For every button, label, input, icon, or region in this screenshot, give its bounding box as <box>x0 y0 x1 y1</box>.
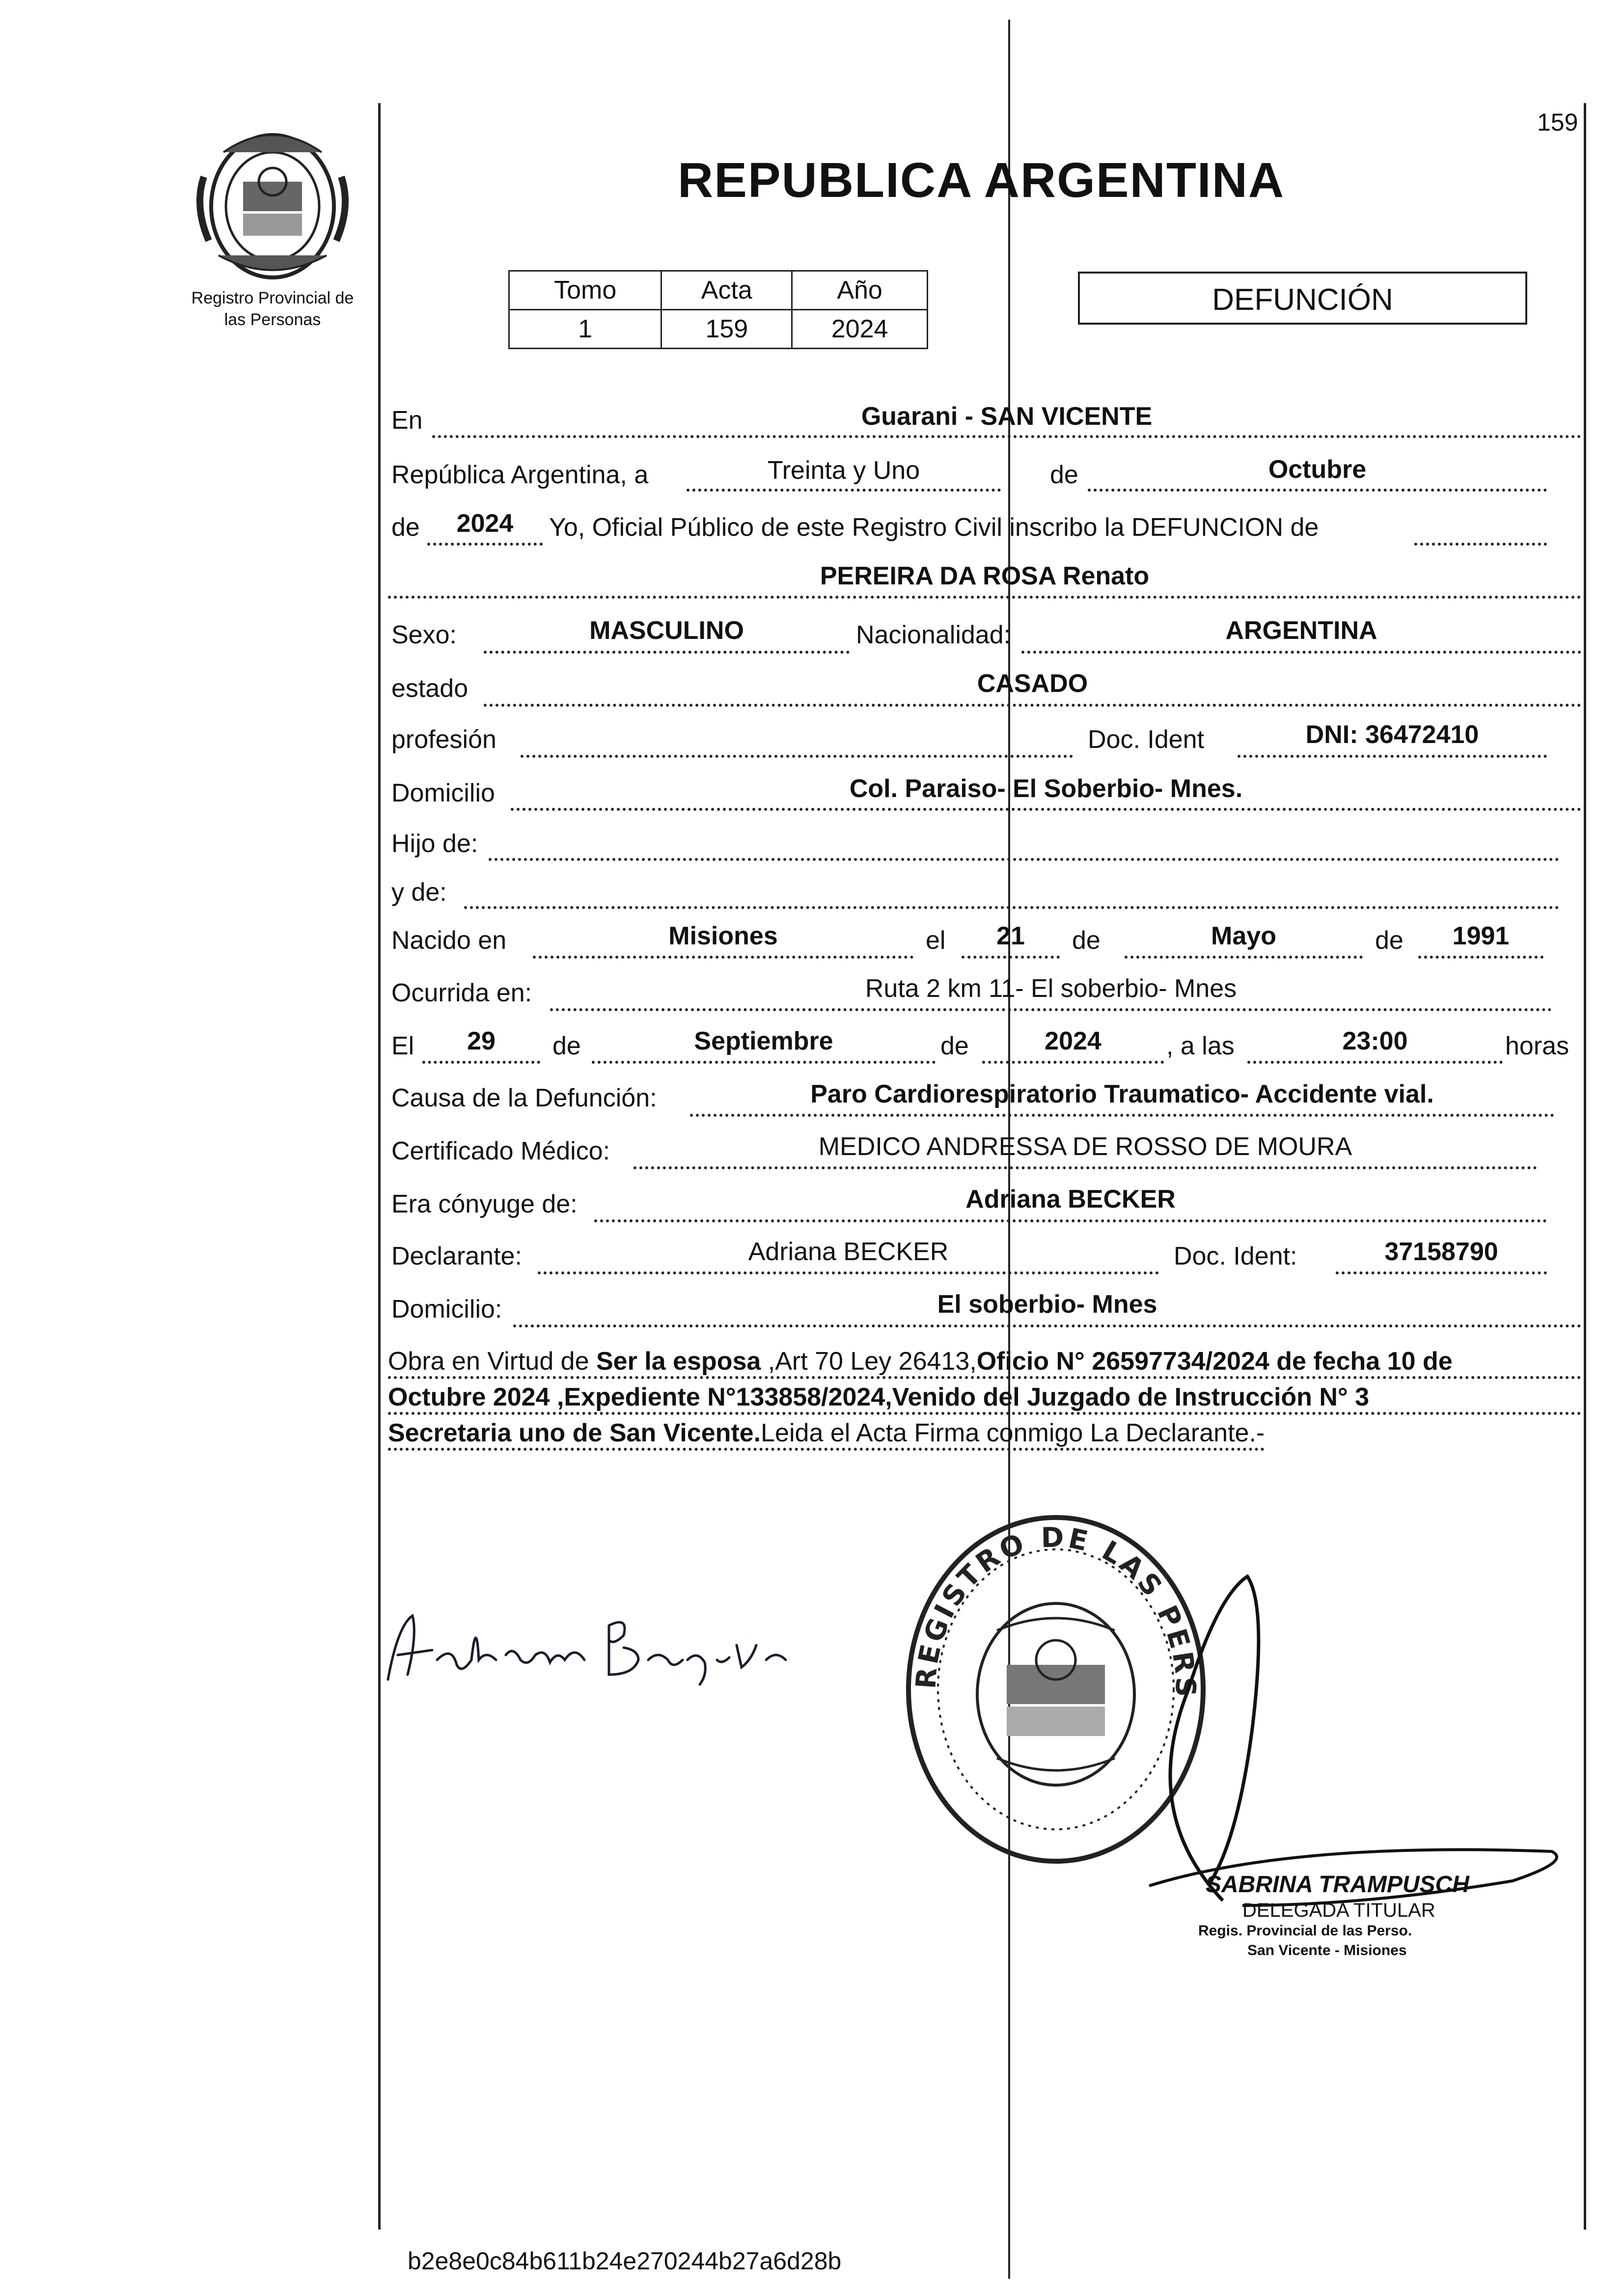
label-republica: República Argentina, a <box>391 461 649 489</box>
record-header-anio: Año <box>792 271 928 310</box>
field-nac-dia: 21 <box>996 922 1025 950</box>
province-logo <box>194 123 351 285</box>
dots-certificado <box>633 1166 1537 1169</box>
field-nacido: Misiones <box>668 922 778 950</box>
label-estado: estado <box>391 674 468 703</box>
dots-estado <box>484 704 1581 707</box>
dots-y-de <box>464 906 1559 909</box>
field-dia: Treinta y Uno <box>767 456 920 485</box>
dots-hijo <box>489 858 1559 861</box>
dots-anio <box>427 543 543 546</box>
page-title: REPUBLICA ARGENTINA <box>678 153 1285 208</box>
label-el-2: El <box>391 1032 414 1060</box>
notes-1d: Oficio N° 26597734/2024 de fecha 10 de <box>976 1347 1453 1376</box>
dots-nac-dia <box>962 956 1060 959</box>
dots-dia <box>687 489 1001 492</box>
official-signature-loop-icon <box>1120 1567 1581 1910</box>
field-def-hora: 23:00 <box>1342 1027 1408 1055</box>
label-ocurrida: Ocurrida en: <box>391 979 532 1007</box>
label-el-1: el <box>926 926 946 955</box>
dots-domicilio-2 <box>513 1324 1581 1327</box>
dots-yo <box>1414 543 1547 546</box>
label-horas: horas <box>1505 1032 1569 1060</box>
right-margin-line <box>1584 103 1586 2230</box>
label-conyuge: Era cónyuge de: <box>391 1190 578 1218</box>
label-domicilio-2: Domicilio: <box>391 1295 502 1324</box>
stamp-title: DELEGADA TITULAR <box>1242 1900 1435 1921</box>
dots-nac-mes <box>1125 956 1363 959</box>
record-value-tomo: 1 <box>509 310 661 349</box>
dots-mes <box>1088 489 1547 492</box>
dots-sexo <box>484 651 850 654</box>
field-doc: DNI: 36472410 <box>1305 720 1479 749</box>
field-lugar: Guarani - SAN VICENTE <box>861 402 1153 431</box>
stamp-registry: Regis. Provincial de las Perso. <box>1198 1923 1412 1939</box>
dots-def-dia <box>422 1061 540 1064</box>
field-nac-anio: 1991 <box>1452 922 1510 950</box>
dots-nombre <box>388 596 1581 599</box>
dots-def-mes <box>592 1061 936 1064</box>
record-header-acta: Acta <box>661 271 792 310</box>
svg-text:★ <box>1041 1874 1063 1876</box>
dots-lugar <box>432 435 1581 438</box>
field-mes: Octubre <box>1268 455 1367 484</box>
dots-nacido <box>533 956 913 959</box>
field-nacionalidad: ARGENTINA <box>1225 616 1377 645</box>
label-declarante: Declarante: <box>391 1242 522 1270</box>
footer-hash: b2e8e0c84b611b24e270244b27a6d28b <box>408 2247 842 2275</box>
label-nacido: Nacido en <box>391 926 507 955</box>
dots-causa <box>690 1114 1554 1117</box>
label-causa: Causa de la Defunción: <box>391 1084 657 1112</box>
notes-1a: Obra en Virtud de <box>388 1347 596 1376</box>
field-estado: CASADO <box>977 669 1088 698</box>
notes-2a: Octubre 2024 ,Expediente N°133858/2024, <box>388 1383 892 1411</box>
official-signature <box>1120 1567 1581 1910</box>
record-value-acta: 159 <box>661 310 792 349</box>
stamp-city: San Vicente - Misiones <box>1247 1942 1407 1958</box>
field-nac-mes: Mayo <box>1211 922 1276 950</box>
field-domicilio: Col. Paraiso- El Soberbio- Mnes. <box>849 774 1243 803</box>
province-logo-icon <box>194 123 351 285</box>
label-de-2: de <box>391 513 420 542</box>
signature-scribble-icon <box>378 1606 820 1689</box>
dots-nacionalidad <box>1021 651 1581 654</box>
label-doc-ident-2: Doc. Ident: <box>1174 1242 1297 1270</box>
field-def-anio: 2024 <box>1045 1027 1101 1055</box>
label-doc-ident: Doc. Ident <box>1088 725 1205 754</box>
notes-1c: ,Art 70 Ley 26413, <box>761 1347 977 1376</box>
notes-3a: Secretaria uno de San Vicente. <box>388 1419 761 1447</box>
declarant-signature <box>378 1606 820 1689</box>
label-certificado: Certificado Médico: <box>391 1137 610 1165</box>
dots-declarante-doc <box>1336 1271 1547 1274</box>
dots-declarante <box>538 1271 1159 1274</box>
page-number: 159 <box>1537 109 1578 136</box>
label-de-6: de <box>940 1032 969 1060</box>
label-de-5: de <box>552 1032 581 1060</box>
record-value-anio: 2024 <box>792 310 928 349</box>
label-a-las: , a las <box>1166 1032 1235 1060</box>
field-conyuge: Adriana BECKER <box>965 1185 1176 1213</box>
label-de-1: de <box>1050 461 1078 489</box>
notes-line-2 <box>388 1382 1581 1415</box>
dots-def-hora <box>1247 1061 1503 1064</box>
field-nombre: PEREIRA DA ROSA Renato <box>820 562 1150 590</box>
dots-profesion <box>521 755 1073 758</box>
label-yo: Yo, Oficial Público de este Registro Civil inscribo la DEFUNCION de <box>549 513 1319 542</box>
field-anio: 2024 <box>456 509 514 538</box>
dots-conyuge <box>594 1219 1547 1222</box>
seal-arc-text: REGISTRO DE LAS PERS <box>910 1521 1202 1700</box>
field-causa: Paro Cardiorespiratorio Traumatico- Accidente vial. <box>810 1080 1434 1108</box>
notes-line-1 <box>388 1347 1581 1379</box>
record-table <box>508 270 928 349</box>
field-certificado: MEDICO ANDRESSA DE ROSSO DE MOURA <box>818 1132 1352 1161</box>
dots-nac-anio <box>1418 956 1543 959</box>
notes-2b: Venido del Juzgado de Instrucción N° 3 <box>892 1383 1370 1411</box>
stamp-name: SABRINA TRAMPUSCH <box>1206 1872 1469 1898</box>
notes-1b: Ser la esposa <box>596 1347 761 1376</box>
record-header-tomo: Tomo <box>509 271 661 310</box>
label-sexo: Sexo: <box>391 621 457 649</box>
label-nacionalidad: Nacionalidad: <box>856 621 1011 649</box>
field-def-mes: Septiembre <box>694 1027 833 1055</box>
field-sexo: MASCULINO <box>589 616 744 645</box>
dots-ocurrida <box>550 1008 1552 1011</box>
label-de-3: de <box>1072 926 1101 955</box>
label-hijo: Hijo de: <box>391 829 478 858</box>
registry-label-line1: Registro Provincial de <box>191 289 354 307</box>
left-margin-line <box>378 103 381 2230</box>
notes-line-3 <box>388 1418 1265 1451</box>
field-declarante-doc: 37158790 <box>1384 1238 1498 1266</box>
dots-doc <box>1238 755 1547 758</box>
label-profesion: profesión <box>391 725 496 754</box>
notes-3b: Leida el Acta Firma conmigo La Declarante.- <box>761 1419 1265 1447</box>
dots-def-anio <box>982 1061 1164 1064</box>
registry-label-line2: las Personas <box>224 310 321 329</box>
field-domicilio-2: El soberbio- Mnes <box>937 1290 1157 1319</box>
field-ocurrida: Ruta 2 km 11- El soberbio- Mnes <box>865 974 1237 1003</box>
label-y-de: y de: <box>391 878 447 907</box>
dots-domicilio <box>511 808 1581 811</box>
label-de-4: de <box>1375 926 1404 955</box>
field-declarante: Adriana BECKER <box>748 1238 949 1266</box>
field-def-dia: 29 <box>467 1027 495 1055</box>
act-type: DEFUNCIÓN <box>1212 283 1393 317</box>
label-en: En <box>391 406 423 435</box>
label-domicilio: Domicilio <box>391 779 495 807</box>
